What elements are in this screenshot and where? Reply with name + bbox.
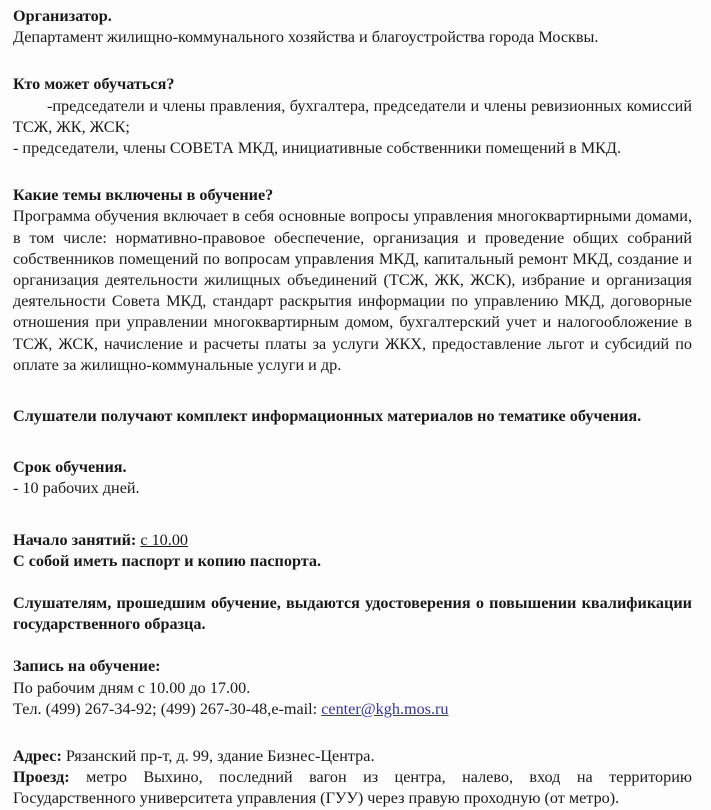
section-enrollment	[13, 656, 692, 720]
address-value: Рязанский пр-т, д. 99, здание Бизнес-Центра.	[61, 747, 375, 766]
who-can-study-item-1: -председатели и члены правления, бухгалтера, председатели и члены ревизионных комиссий ТСЖ, ЖК, ЖСК;	[13, 96, 692, 136]
section-certificate	[13, 593, 692, 635]
organizer-heading: Организатор.	[13, 7, 112, 25]
email-link[interactable]: center@kgh.mos.ru	[321, 699, 449, 718]
topics-heading: Какие темы включены в обучение?	[13, 186, 274, 205]
section-who-can-study	[13, 74, 692, 159]
who-can-study-item-2: - председатели, члены СОВЕТА МКД, инициативные собственники помещений в МКД.	[13, 139, 621, 158]
start-colon: :	[130, 530, 141, 549]
section-topics	[13, 185, 692, 376]
enrollment-hours: По рабочим дням с 10.00 до 17.00.	[13, 678, 251, 697]
enrollment-contact-line	[13, 699, 692, 720]
address-label: Адрес:	[13, 747, 62, 766]
section-organizer	[13, 6, 692, 48]
enrollment-heading: Запись на обучение:	[13, 657, 161, 676]
section-materials	[13, 406, 692, 427]
topics-body: Программа обучения включает в себя основные вопросы управления многоквартирными домами, в том числе: нормативно-правовое обеспечение, организация и проведение общих собраний собственников помещений по вопросам управления МКД, капитальный ремонт МКД, создание и организация деятельности жилищных объединений (ТСЖ, ЖК, ЖСК), избрание и организация деятельности Совета МКД, стандарт раскрытия информации по управлению МКД, договорные отношения при управлении многоквартирным домом, бухгалтерский учет и налогообложение в ТСЖ, ЖСК, начисление и расчеты платы за услуги ЖКХ, предоставление льгот и субсидий по оплате за жилищно-коммунальные услуги и др.	[13, 207, 692, 374]
transit-value: метро Выхино, последний вагон из центра, налево, вход на территорию Государственного университета управления (ГУУ) через правую проходную (от метро).	[13, 768, 692, 808]
spacer	[13, 500, 692, 530]
phone-numbers: (499) 267-34-92; (499) 267-30-48,	[45, 699, 272, 718]
materials-text: Слушатели получают комплект информационных материалов но тематике обучения.	[13, 407, 642, 426]
spacer	[13, 48, 692, 74]
spacer	[13, 159, 692, 185]
start-value: с 10.00	[140, 530, 189, 549]
organizer-body: Департамент жилищно-коммунального хозяйства и благоустройства города Москвы.	[13, 28, 599, 47]
bring-documents-text: С собой иметь паспорт и копию паспорта.	[13, 551, 322, 570]
spacer	[13, 376, 692, 406]
start-line	[13, 530, 692, 551]
who-can-study-heading: Кто может обучаться?	[13, 75, 175, 94]
spacer	[13, 572, 692, 593]
phone-prefix-label: Тел.	[13, 699, 46, 718]
spacer	[13, 427, 692, 457]
transit-line	[13, 767, 692, 809]
duration-body: - 10 рабочих дней.	[13, 479, 140, 498]
start-label: Начало занятий	[13, 530, 131, 549]
spacer	[13, 635, 692, 656]
section-duration	[13, 457, 692, 499]
email-label: e-mail:	[271, 699, 322, 718]
section-start	[13, 530, 692, 572]
spacer	[13, 720, 692, 746]
address-line	[13, 746, 692, 767]
section-location	[13, 746, 692, 810]
duration-heading: Срок обучения.	[13, 458, 127, 477]
transit-label: Проезд:	[13, 768, 70, 787]
certificate-text: Слушателям, прошедшим обучение, выдаются удостоверения о повышении квалификации государственного образца.	[13, 594, 692, 634]
